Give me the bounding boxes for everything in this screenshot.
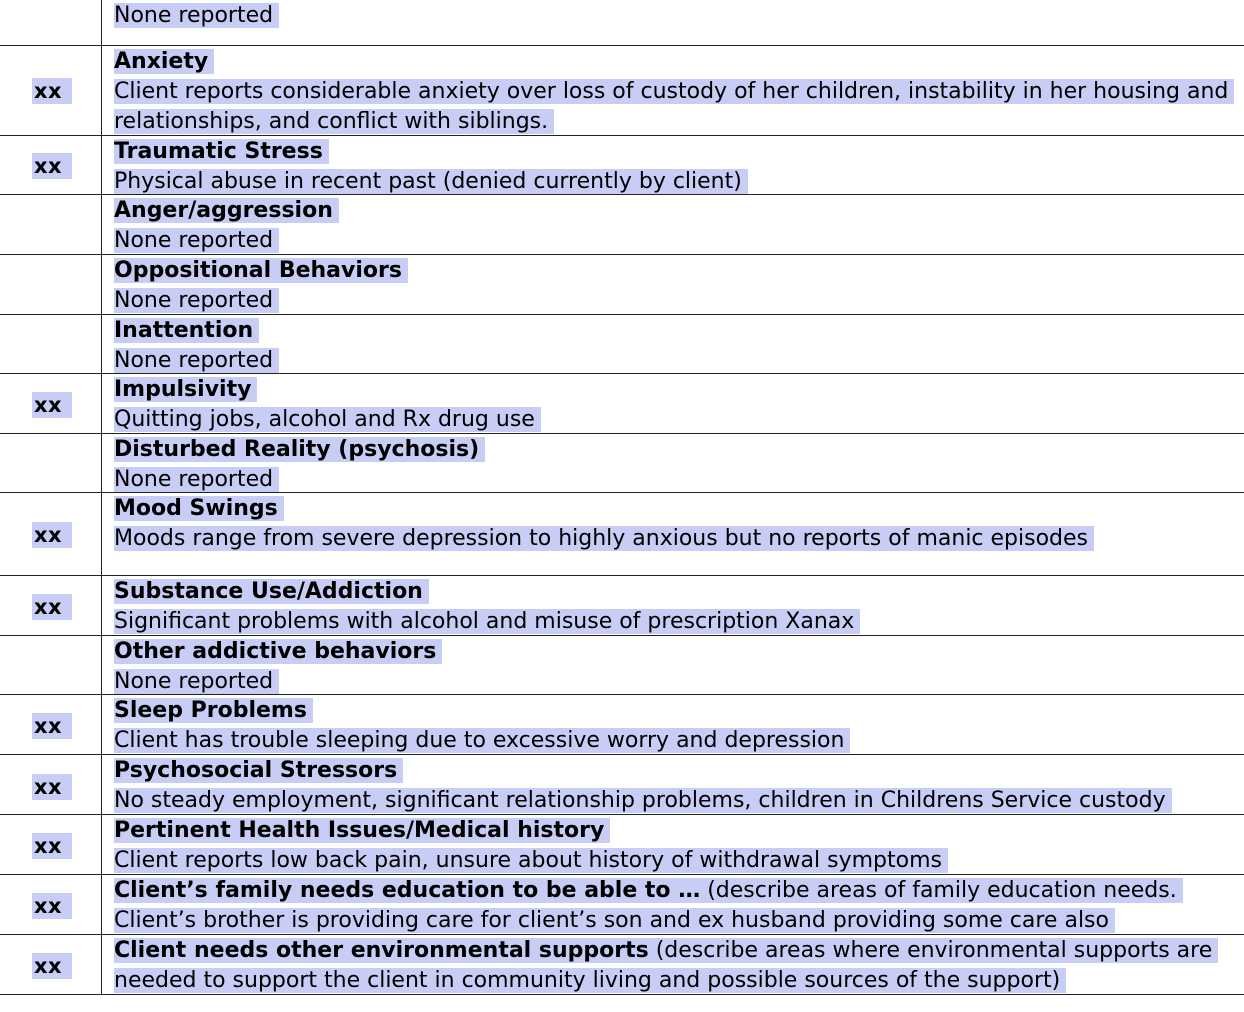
selection-mark: xx bbox=[32, 153, 72, 179]
selection-mark: xx bbox=[32, 522, 72, 548]
checkbox-cell bbox=[0, 935, 102, 994]
row-description: Client has trouble sleeping due to excessive worry and depression bbox=[114, 728, 850, 753]
row-description: needed to support the client in community living and possible sources of the support) bbox=[114, 968, 1066, 993]
row-content bbox=[114, 494, 1244, 554]
row-content bbox=[114, 876, 1244, 936]
checkbox-cell bbox=[0, 434, 102, 492]
row-description: None reported bbox=[114, 348, 279, 373]
row-title-suffix: (describe areas of family education needs. bbox=[700, 878, 1177, 903]
table-row bbox=[0, 315, 1244, 374]
row-title: Oppositional Behaviors bbox=[114, 258, 402, 283]
row-title: Mood Swings bbox=[114, 496, 278, 521]
table-row bbox=[0, 434, 1244, 493]
row-description: Moods range from severe depression to highly anxious but no reports of manic episodes bbox=[114, 526, 1094, 551]
selection-mark: xx bbox=[32, 833, 72, 859]
checkbox-cell bbox=[0, 136, 102, 194]
row-title: Client’s family needs education to be able to … bbox=[114, 878, 701, 903]
table-row bbox=[0, 0, 1244, 46]
row-description: None reported bbox=[114, 3, 279, 28]
checkbox-cell bbox=[0, 315, 102, 373]
row-description: Client reports low back pain, unsure about history of withdrawal symptoms bbox=[114, 848, 948, 873]
table-row bbox=[0, 576, 1244, 636]
row-content bbox=[114, 196, 1244, 256]
row-content bbox=[114, 256, 1244, 316]
checkbox-cell bbox=[0, 255, 102, 314]
row-description: None reported bbox=[114, 669, 279, 694]
row-title: Anxiety bbox=[114, 49, 209, 74]
table-row bbox=[0, 636, 1244, 695]
row-content bbox=[114, 435, 1244, 495]
selection-mark: xx bbox=[32, 713, 72, 739]
row-title: Anger/aggression bbox=[114, 198, 333, 223]
row-title: Substance Use/Addiction bbox=[114, 579, 423, 604]
table-row bbox=[0, 46, 1244, 136]
selection-mark: xx bbox=[32, 392, 72, 418]
table-row bbox=[0, 875, 1244, 935]
checkbox-cell bbox=[0, 0, 102, 45]
row-title: Pertinent Health Issues/Medical history bbox=[114, 818, 605, 843]
checkbox-cell bbox=[0, 755, 102, 814]
row-content bbox=[114, 637, 1244, 697]
row-content bbox=[114, 936, 1244, 996]
row-title: Disturbed Reality (psychosis) bbox=[114, 437, 480, 462]
checkbox-cell bbox=[0, 493, 102, 575]
table-row bbox=[0, 136, 1244, 195]
row-description: Physical abuse in recent past (denied currently by client) bbox=[114, 169, 748, 194]
selection-mark: xx bbox=[32, 953, 72, 979]
row-content bbox=[114, 375, 1244, 435]
row-description: Client reports considerable anxiety over loss of custody of her children, instability in her housing and bbox=[114, 79, 1234, 104]
table-row bbox=[0, 493, 1244, 576]
row-content bbox=[114, 756, 1244, 816]
row-title: Inattention bbox=[114, 318, 254, 343]
row-content bbox=[114, 47, 1244, 136]
checkbox-cell bbox=[0, 195, 102, 254]
table-row bbox=[0, 374, 1244, 434]
row-title: Other addictive behaviors bbox=[114, 639, 437, 664]
row-title: Psychosocial Stressors bbox=[114, 758, 398, 783]
row-description: Quitting jobs, alcohol and Rx drug use bbox=[114, 407, 541, 432]
row-title: Sleep Problems bbox=[114, 698, 307, 723]
row-title: Impulsivity bbox=[114, 377, 252, 402]
checkbox-cell bbox=[0, 576, 102, 635]
checkbox-cell bbox=[0, 636, 102, 694]
table-row bbox=[0, 815, 1244, 875]
table-row bbox=[0, 695, 1244, 755]
row-content bbox=[114, 696, 1244, 756]
row-description: Client’s brother is providing care for client’s son and ex husband providing some care also bbox=[114, 908, 1115, 933]
row-description: relationships, and conflict with siblings. bbox=[114, 109, 554, 134]
row-description: None reported bbox=[114, 288, 279, 313]
selection-mark: xx bbox=[32, 78, 72, 104]
row-title: Traumatic Stress bbox=[114, 139, 323, 164]
checkbox-cell bbox=[0, 875, 102, 934]
table-row bbox=[0, 935, 1244, 995]
row-title: Client needs other environmental supports bbox=[114, 938, 649, 963]
selection-mark: xx bbox=[32, 774, 72, 800]
table-row bbox=[0, 255, 1244, 315]
row-content bbox=[114, 577, 1244, 637]
selection-mark: xx bbox=[32, 893, 72, 919]
row-title-suffix: (describe areas where environmental supports are bbox=[648, 938, 1213, 963]
checkbox-cell bbox=[0, 695, 102, 754]
table-row bbox=[0, 755, 1244, 815]
row-description: Significant problems with alcohol and misuse of prescription Xanax bbox=[114, 609, 860, 634]
selection-mark: xx bbox=[32, 594, 72, 620]
row-description: None reported bbox=[114, 228, 279, 253]
row-description: None reported bbox=[114, 467, 279, 492]
row-content bbox=[114, 316, 1244, 376]
table-row bbox=[0, 195, 1244, 255]
row-content bbox=[114, 816, 1244, 876]
row-content bbox=[114, 0, 1244, 31]
checkbox-cell bbox=[0, 46, 102, 135]
row-content bbox=[114, 137, 1244, 197]
checkbox-cell bbox=[0, 815, 102, 874]
row-description: No steady employment, significant relationship problems, children in Childrens Service custody bbox=[114, 788, 1172, 813]
checkbox-cell bbox=[0, 374, 102, 433]
